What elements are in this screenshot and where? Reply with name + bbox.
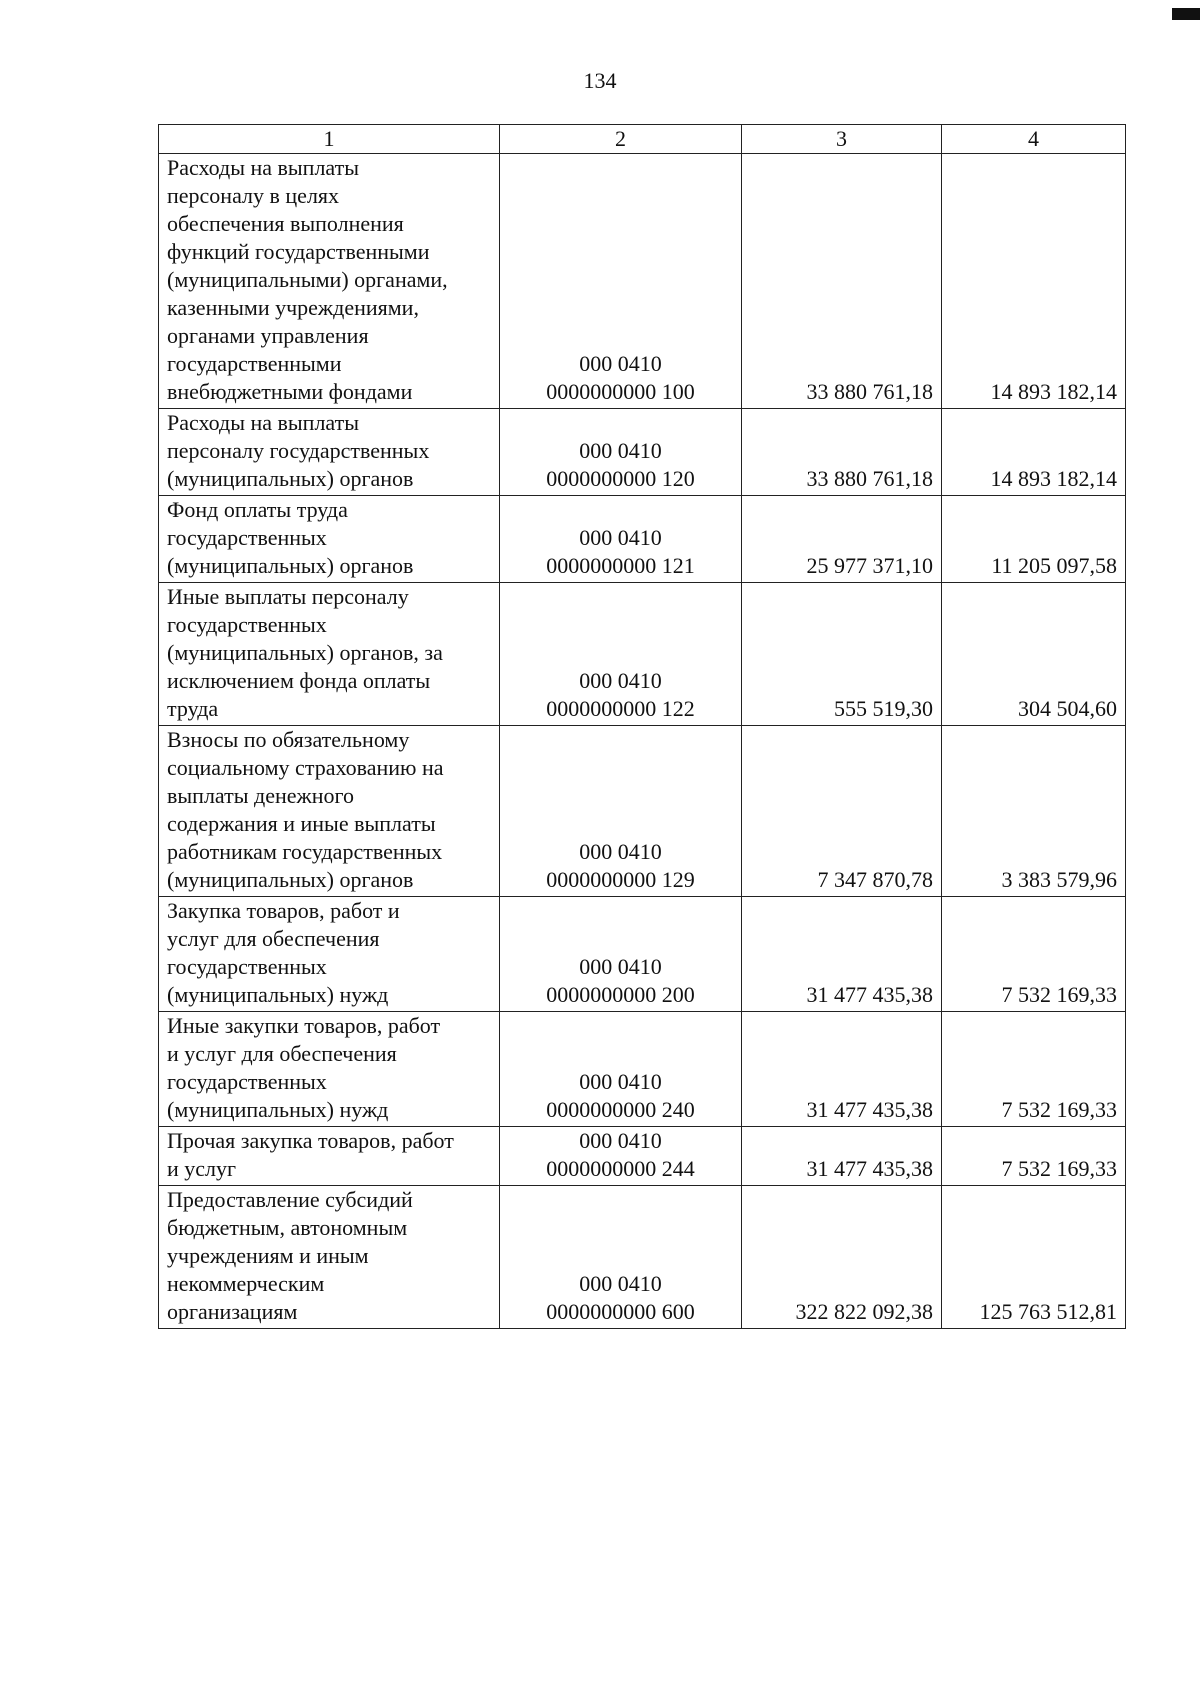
expense-name-cell [159, 496, 500, 583]
expense-name-line: и услуг [167, 1156, 237, 1181]
expense-name-line: труда [167, 696, 219, 721]
expense-name-line: обеспечения выполнения [167, 211, 404, 236]
expense-name-line: содержания и иные выплаты [167, 811, 436, 836]
header-row [159, 125, 1126, 154]
amount-col3-cell: 7 347 870,78 [742, 726, 942, 897]
expense-name-line: персоналу государственных [167, 438, 430, 463]
table-row [159, 1012, 1126, 1127]
amount-col3-cell: 555 519,30 [742, 583, 942, 726]
expense-name-line: (муниципальных) органов, за [167, 640, 443, 665]
amount-col4-cell: 125 763 512,81 [942, 1186, 1126, 1329]
table-row [159, 583, 1126, 726]
budget-code-cell [500, 409, 742, 496]
expense-name-line: Прочая закупка товаров, работ [167, 1128, 454, 1153]
expense-name-line: государственных [167, 954, 327, 979]
budget-table [158, 124, 1126, 1329]
budget-code-line: 000 0410 [579, 351, 662, 376]
expense-name-line: (муниципальными) органами, [167, 267, 448, 292]
table-row [159, 726, 1126, 897]
budget-code-line: 000 0410 [579, 525, 662, 550]
amount-col4-cell: 7 532 169,33 [942, 897, 1126, 1012]
table-row [159, 409, 1126, 496]
amount-col3-cell: 31 477 435,38 [742, 1127, 942, 1186]
expense-name-line: исключением фонда оплаты [167, 668, 431, 693]
budget-code-line: 000 0410 [579, 1128, 662, 1153]
amount-col4-cell: 7 532 169,33 [942, 1127, 1126, 1186]
expense-name-line: функций государственными [167, 239, 430, 264]
table-body [159, 154, 1126, 1329]
amount-col4-cell: 3 383 579,96 [942, 726, 1126, 897]
expense-name-cell [159, 897, 500, 1012]
budget-code-line: 000 0410 [579, 839, 662, 864]
budget-code-line: 000 0410 [579, 1069, 662, 1094]
budget-code-cell [500, 154, 742, 409]
budget-code-cell [500, 583, 742, 726]
amount-col3-cell: 322 822 092,38 [742, 1186, 942, 1329]
expense-name-cell [159, 1186, 500, 1329]
expense-name-line: (муниципальных) нужд [167, 982, 389, 1007]
expense-name-cell [159, 1127, 500, 1186]
expense-name-line: бюджетным, автономным [167, 1215, 408, 1240]
expense-name-line: выплаты денежного [167, 783, 354, 808]
expense-name-line: Взносы по обязательному [167, 727, 410, 752]
amount-col3-cell: 33 880 761,18 [742, 409, 942, 496]
budget-code-line: 0000000000 200 [546, 982, 695, 1007]
amount-col3-cell: 31 477 435,38 [742, 1012, 942, 1127]
expense-name-line: (муниципальных) органов [167, 466, 414, 491]
amount-col4-cell: 14 893 182,14 [942, 154, 1126, 409]
amount-col3-cell: 25 977 371,10 [742, 496, 942, 583]
expense-name-cell [159, 583, 500, 726]
budget-code-line: 0000000000 121 [546, 553, 695, 578]
table-row [159, 1127, 1126, 1186]
budget-code-line: 0000000000 120 [546, 466, 695, 491]
expense-name-line: (муниципальных) нужд [167, 1097, 389, 1122]
amount-col4-cell: 11 205 097,58 [942, 496, 1126, 583]
expense-name-line: органами управления [167, 323, 369, 348]
expense-name-line: государственных [167, 612, 327, 637]
expense-name-line: Фонд оплаты труда [167, 497, 348, 522]
expense-name-cell [159, 154, 500, 409]
expense-name-line: (муниципальных) органов [167, 553, 414, 578]
page-number: 134 [583, 68, 617, 93]
budget-code-line: 000 0410 [579, 1271, 662, 1296]
budget-code-cell [500, 1012, 742, 1127]
budget-code-line: 000 0410 [579, 438, 662, 463]
expense-name-line: Расходы на выплаты [167, 410, 360, 435]
expense-name-cell [159, 1012, 500, 1127]
expense-name-line: казенными учреждениями, [167, 295, 419, 320]
expense-name-line: государственных [167, 1069, 327, 1094]
expense-name-line: учреждениям и иным [167, 1243, 369, 1268]
budget-code-line: 000 0410 [579, 668, 662, 693]
amount-col3-cell: 31 477 435,38 [742, 897, 942, 1012]
amount-col4-cell: 14 893 182,14 [942, 409, 1126, 496]
expense-name-cell [159, 726, 500, 897]
budget-code-line: 0000000000 240 [546, 1097, 695, 1122]
expense-name-line: Расходы на выплаты [167, 155, 360, 180]
amount-col4-cell: 304 504,60 [942, 583, 1126, 726]
expense-name-line: организациям [167, 1299, 298, 1324]
budget-code-cell [500, 897, 742, 1012]
expense-name-cell [159, 409, 500, 496]
budget-code-line: 0000000000 244 [546, 1156, 695, 1181]
expense-name-line: Иные выплаты персоналу [167, 584, 409, 609]
table-row [159, 897, 1126, 1012]
expense-name-line: и услуг для обеспечения [167, 1041, 397, 1066]
expense-name-line: Иные закупки товаров, работ [167, 1013, 441, 1038]
expense-name-line: работникам государственных [167, 839, 443, 864]
expense-name-line: государственными [167, 351, 342, 376]
budget-code-line: 0000000000 100 [546, 379, 695, 404]
amount-col3-cell: 33 880 761,18 [742, 154, 942, 409]
expense-name-line: социальному страхованию на [167, 755, 444, 780]
corner-mark [1172, 8, 1200, 20]
budget-code-line: 0000000000 122 [546, 696, 695, 721]
expense-name-line: внебюджетными фондами [167, 379, 413, 404]
budget-code-cell [500, 496, 742, 583]
budget-code-line: 000 0410 [579, 954, 662, 979]
amount-col4-cell: 7 532 169,33 [942, 1012, 1126, 1127]
budget-code-cell [500, 1127, 742, 1186]
table-row [159, 154, 1126, 409]
budget-code-cell [500, 726, 742, 897]
column-header-3: 3 [742, 125, 942, 154]
column-header-2: 2 [500, 125, 742, 154]
budget-code-line: 0000000000 129 [546, 867, 695, 892]
expense-name-line: персоналу в целях [167, 183, 340, 208]
expense-name-line: (муниципальных) органов [167, 867, 414, 892]
table-row [159, 496, 1126, 583]
expense-name-line: услуг для обеспечения [167, 926, 380, 951]
table-row [159, 1186, 1126, 1329]
budget-code-cell [500, 1186, 742, 1329]
expense-name-line: Закупка товаров, работ и [167, 898, 400, 923]
expense-name-line: государственных [167, 525, 327, 550]
column-header-1: 1 [159, 125, 500, 154]
expense-name-line: некоммерческим [167, 1271, 325, 1296]
budget-code-line: 0000000000 600 [546, 1299, 695, 1324]
expense-name-line: Предоставление субсидий [167, 1187, 413, 1212]
column-header-4: 4 [942, 125, 1126, 154]
